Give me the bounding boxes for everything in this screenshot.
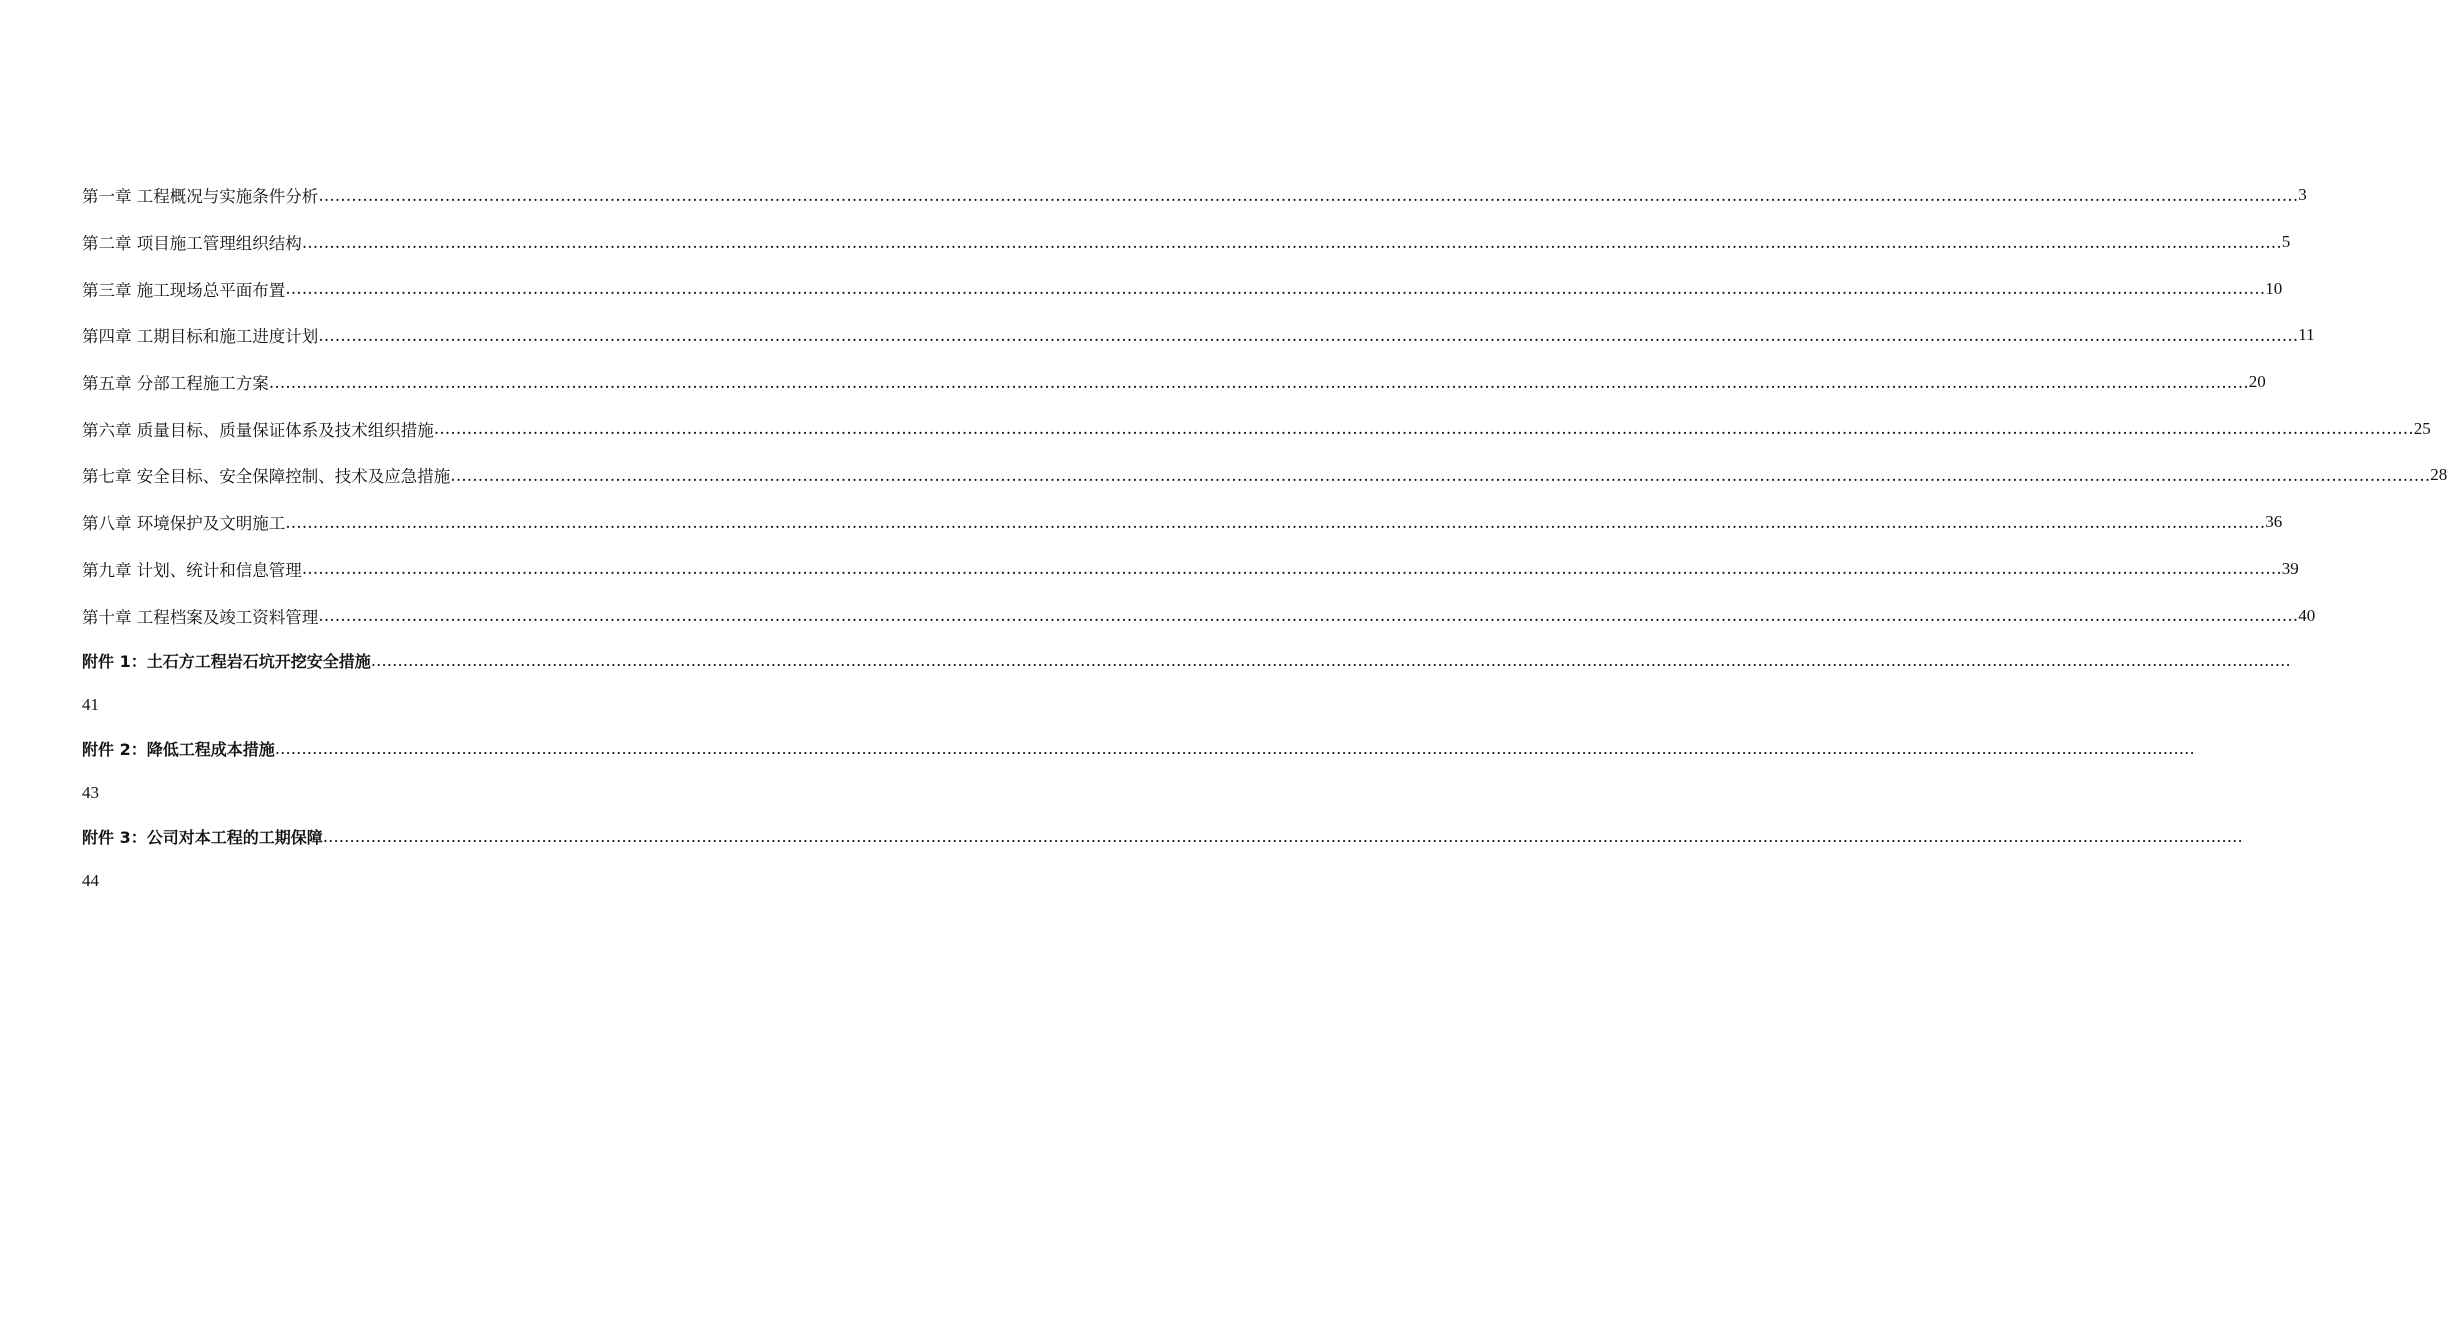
toc-leader-dots: ……………………………………………………………………………………………………………………………………………………………………………………………………………………………………………………………………………………………………………………………… (285, 512, 2266, 532)
toc-entry-title: 第八章 环境保护及文明施工 (82, 514, 286, 534)
toc-entry-chapter-5[interactable] (82, 359, 2266, 406)
toc-leader-dots: ……………………………………………………………………………………………………………………………………………………………………………………………………………………………………………………………………………………………………………………………… (274, 739, 2195, 759)
toc-entry-title: 第四章 工期目标和施工进度计划 (82, 327, 319, 347)
toc-entry-chapter-2[interactable] (82, 219, 2291, 266)
toc-entry-page: 44 (82, 870, 99, 890)
toc-entry-page: 20 (2248, 372, 2266, 392)
toc-entry-title: 第六章 质量目标、质量保证体系及技术组织措施 (82, 420, 434, 440)
toc-entry-title: 第一章 工程概况与实施条件分析 (82, 187, 319, 207)
toc-leader-dots: ……………………………………………………………………………………………………………………………………………………………………………………………………………………………………………………………………………………………………………………………… (318, 185, 2299, 205)
toc-entry-line (82, 815, 2243, 859)
toc-entry-attachment-2[interactable] (82, 727, 2195, 815)
toc-leader-dots: ……………………………………………………………………………………………………………………………………………………………………………………………………………………………………………………………………………………………………………………………… (285, 279, 2266, 299)
toc-entry-title: 附件 3：公司对本工程的工期保障 (82, 828, 323, 848)
toc-entry-page: 10 (2265, 278, 2283, 298)
toc-entry-page: 25 (2413, 418, 2431, 438)
toc-entry-page: 3 (2298, 185, 2307, 205)
toc-entry-title: 第十章 工程档案及竣工资料管理 (82, 607, 319, 627)
toc-entry-chapter-6[interactable] (82, 405, 2431, 452)
toc-leader-dots: ……………………………………………………………………………………………………………………………………………………………………………………………………………………………………………………………………………………………………………………………… (322, 827, 2243, 847)
toc-entry-chapter-4[interactable] (82, 312, 2315, 359)
toc-entry-page: 5 (2281, 232, 2291, 252)
toc-entry-page: 41 (82, 694, 99, 714)
toc-entry-chapter-1[interactable] (82, 172, 2307, 219)
toc-entry-page: 28 (2430, 465, 2447, 485)
toc-entry-chapter-9[interactable] (82, 546, 2299, 593)
toc-entry-page: 11 (2298, 325, 2315, 345)
toc-leader-dots: ……………………………………………………………………………………………………………………………………………………………………………………………………………………………………………………………………………………………………………………………… (318, 606, 2299, 626)
toc-entry-title: 附件 2：降低工程成本措施 (82, 740, 275, 760)
toc-entry-chapter-10[interactable] (82, 592, 2316, 639)
toc-leader-dots: ……………………………………………………………………………………………………………………………………………………………………………………………………………………………………………………………………………………………………………………………… (301, 232, 2282, 252)
toc-entry-title: 附件 1：土石方工程岩石坑开挖安全措施 (82, 652, 371, 672)
toc-entry-line (82, 639, 2291, 683)
toc-entry-title: 第九章 计划、统计和信息管理 (82, 560, 302, 580)
toc-entry-chapter-8[interactable] (82, 499, 2283, 546)
toc-leader-dots: ……………………………………………………………………………………………………………………………………………………………………………………………………………………………………………………………………………………………………………………………… (450, 465, 2431, 485)
toc-leader-dots: ……………………………………………………………………………………………………………………………………………………………………………………………………………………………………………………………………………………………………………………………… (318, 325, 2299, 345)
toc-entry-page: 43 (82, 782, 99, 802)
table-of-contents (82, 172, 2447, 903)
toc-entry-attachment-1[interactable] (82, 639, 2291, 727)
toc-entry-page: 36 (2265, 512, 2283, 532)
toc-entry-page: 39 (2281, 558, 2299, 578)
toc-entry-title: 第七章 安全目标、安全保障控制、技术及应急措施 (82, 467, 451, 487)
toc-leader-dots: ……………………………………………………………………………………………………………………………………………………………………………………………………………………………………………………………………………………………………………………………… (433, 419, 2414, 439)
toc-entry-title: 第二章 项目施工管理组织结构 (82, 234, 302, 254)
toc-entry-attachment-3[interactable] (82, 815, 2243, 903)
toc-entry-chapter-7[interactable] (82, 452, 2447, 499)
toc-entry-line (82, 727, 2195, 771)
toc-leader-dots: ……………………………………………………………………………………………………………………………………………………………………………………………………………………………………………………………………………………………………………………………… (268, 372, 2249, 392)
toc-leader-dots: ……………………………………………………………………………………………………………………………………………………………………………………………………………………………………………………………………………………………………………………………… (301, 559, 2282, 579)
toc-entry-title: 第五章 分部工程施工方案 (82, 374, 269, 394)
toc-leader-dots: ……………………………………………………………………………………………………………………………………………………………………………………………………………………………………………………………………………………………………………………………… (370, 651, 2291, 671)
toc-entry-chapter-3[interactable] (82, 265, 2283, 312)
toc-entry-page: 40 (2298, 605, 2316, 625)
toc-entry-title: 第三章 施工现场总平面布置 (82, 280, 286, 300)
